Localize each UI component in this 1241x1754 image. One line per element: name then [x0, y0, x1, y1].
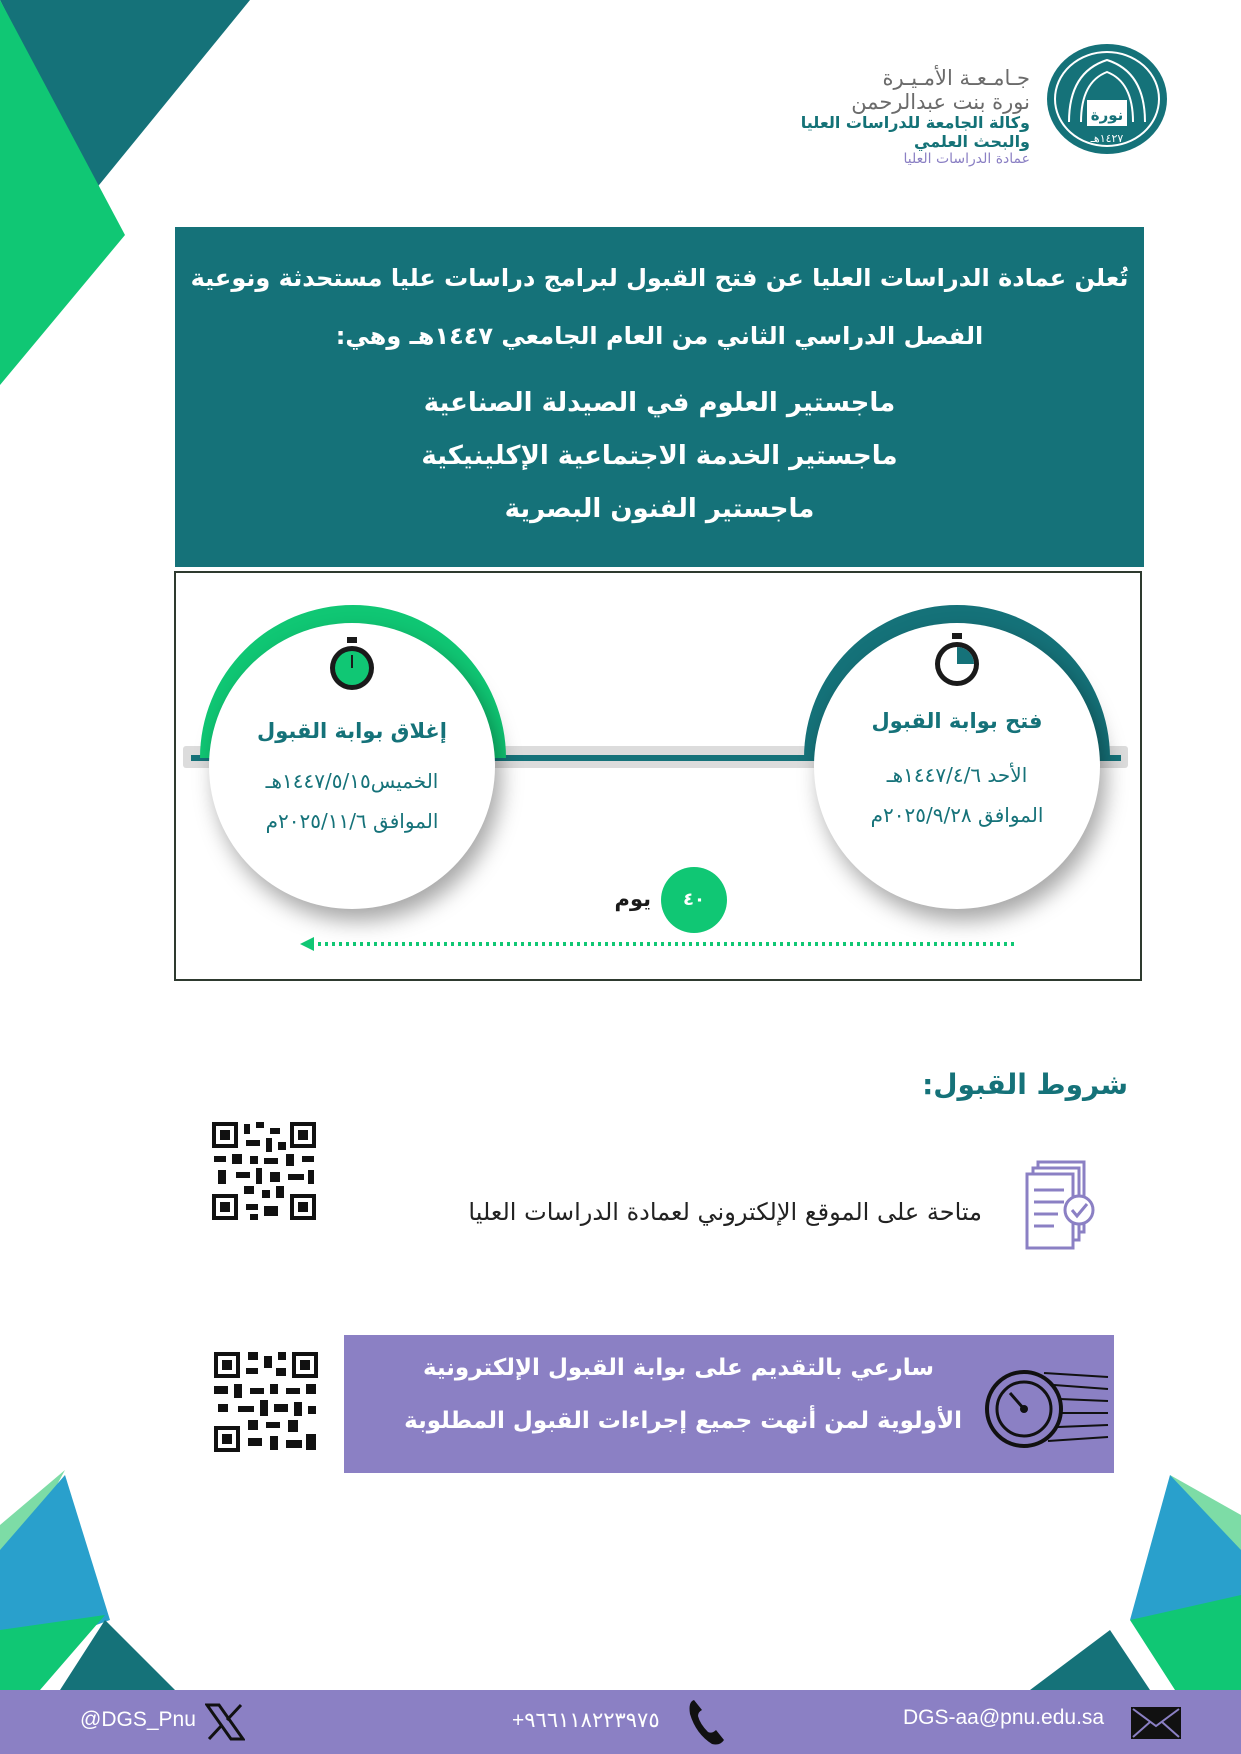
cta-line1: سارعي بالتقديم على بوابة القبول الإلكترونية: [422, 1355, 934, 1381]
program-item: ماجستير الفنون البصرية: [504, 494, 815, 524]
university-seal-logo: [1045, 42, 1169, 156]
university-name-line2: نورة بنت عبدالرحمن: [851, 90, 1030, 115]
close-date-card: [209, 623, 495, 909]
corner-decoration-bottom-right: [1030, 1470, 1241, 1690]
svg-text:١٤٢٧هـ: ١٤٢٧هـ: [1090, 132, 1124, 145]
email-address[interactable]: DGS-aa@pnu.edu.sa: [903, 1706, 1105, 1729]
speedometer-icon: [984, 1363, 1110, 1451]
envelope-icon: [1130, 1706, 1182, 1740]
announcement-line1: تُعلن عمادة الدراسات العليا عن فتح القبول لبرامج دراسات عليا مستحدثة ونوعية: [190, 264, 1129, 292]
duration-unit: يوم: [614, 887, 651, 911]
agency-name-line1: وكالة الجامعة للدراسات العليا: [800, 113, 1030, 133]
header-logo-text: [760, 66, 1030, 167]
announcement-banner: [175, 227, 1144, 567]
open-title: فتح بوابة القبول: [871, 709, 1043, 733]
qr-code-conditions: [210, 1120, 318, 1222]
conditions-title: شروط القبول:: [922, 1068, 1128, 1101]
open-date-card: [814, 623, 1100, 909]
qr-code-portal: [212, 1350, 320, 1454]
cta-line2: الأولوية لمن أنهت جميع إجراءات القبول المطلوبة: [404, 1408, 962, 1434]
close-gregorian-date: الموافق ٢٠٢٥/١١/٦م: [265, 809, 439, 833]
svg-text:نورة: نورة: [1090, 106, 1124, 124]
deanship-name: عمادة الدراسات العليا: [903, 151, 1030, 168]
corner-decoration-bottom-left: [0, 1470, 200, 1690]
program-item: ماجستير الخدمة الاجتماعية الإكلينيكية: [421, 441, 898, 471]
phone-number[interactable]: +٩٦٦١١٨٢٢٣٩٧٥: [512, 1709, 660, 1732]
twitter-handle[interactable]: @DGS_Pnu: [80, 1708, 196, 1731]
university-name-line1: جـامـعـة الأمـيـرة: [882, 66, 1030, 90]
stopwatch-icon: [328, 635, 376, 693]
x-twitter-icon[interactable]: [205, 1703, 245, 1741]
program-item: ماجستير العلوم في الصيدلة الصناعية: [423, 388, 896, 418]
open-gregorian-date: الموافق ٢٠٢٥/٩/٢٨م: [870, 803, 1044, 827]
phone-icon: [686, 1698, 726, 1746]
admission-timeline: [174, 571, 1142, 981]
close-hijri-date: الخميس١٤٤٧/٥/١٥هـ: [265, 769, 439, 793]
cta-banner: [344, 1335, 1114, 1473]
announcement-line2: الفصل الدراسي الثاني من العام الجامعي ١٤٤٧هـ وهي:: [335, 322, 984, 350]
agency-name-line2: والبحث العلمي: [914, 131, 1030, 151]
open-hijri-date: الأحد ١٤٤٧/٤/٦هـ: [886, 763, 1028, 787]
document-check-icon: [1024, 1160, 1098, 1252]
close-title: إغلاق بوابة القبول: [257, 719, 447, 743]
duration-badge: ٤٠: [661, 867, 727, 933]
contact-footer: [0, 1690, 1241, 1754]
conditions-text: متاحة على الموقع الإلكتروني لعمادة الدراسات العليا: [468, 1198, 982, 1226]
stopwatch-icon: [933, 631, 981, 689]
